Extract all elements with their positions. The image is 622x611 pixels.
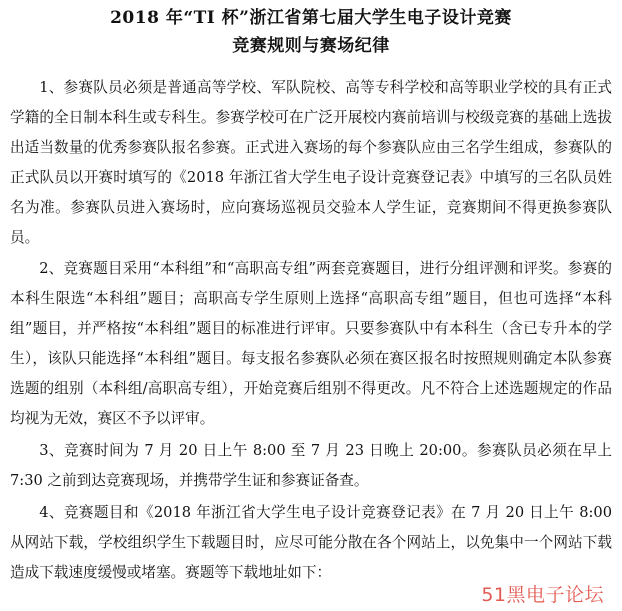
forum-watermark: 51黑电子论坛 xyxy=(477,580,608,607)
rule-paragraph-2: 2、竞赛题目采用“本科组”和“高职高专组”两套竞赛题目，进行分组评测和评奖。参赛的本科生限选“本科组”题目；高职高专学生原则上选择“高职高专组”题目，但也可选择“本科组”题目，并严格按“本科组”题目的标准进行评审。只要参赛队中有本科生（含已专升本的学生），该队只能选择“本科组”题目。每支报名参赛队必须在赛区报名时按照规则确定本队参赛选题的组别（本科组/高职高专组），开始竞赛后组别不得更改。凡不符合上述选题规定的作品均视为无效，赛区不予以评审。 xyxy=(10,260,612,427)
document-title: 2018 年“TI 杯”浙江省第七届大学生电子设计竞赛 xyxy=(110,8,512,28)
rule-paragraph-4: 4、竞赛题目和《2018 年浙江省大学生电子设计竞赛登记表》在 7 月 20 日上午 8:00 从网站下载，学校组织学生下载题目时，应尽可能分散在各个网站上，以免集中一个网站下载造成下载速度缓慢或堵塞。赛题等下载地址如下： xyxy=(10,503,612,581)
document-subtitle: 竞赛规则与赛场纪律 xyxy=(232,36,390,56)
rule-paragraph-3: 3、竞赛时间为 7 月 20 日上午 8:00 至 7 月 23 日晚上 20:00。参赛队员必须在早上 7:30 之前到达竞赛现场，并携带学生证和参赛证备查。 xyxy=(10,441,612,489)
document-body xyxy=(10,73,612,587)
rule-paragraph-1: 1、参赛队员必须是普通高等学校、军队院校、高等专科学校和高等职业学校的具有正式学籍的全日制本科生或专科生。参赛学校可在广泛开展校内赛前培训与校级竞赛的基础上选拔出适当数量的优秀参赛队报名参赛。正式进入赛场的每个参赛队应由三名学生组成，参赛队的正式队员以开赛时填写的《2018 年浙江省大学生电子设计竞赛登记表》中填写的三名队员姓名为准。参赛队员进入赛场时，应向赛场巡视员交验本人学生证，竞赛期间不得更换参赛队员。 xyxy=(10,79,612,246)
